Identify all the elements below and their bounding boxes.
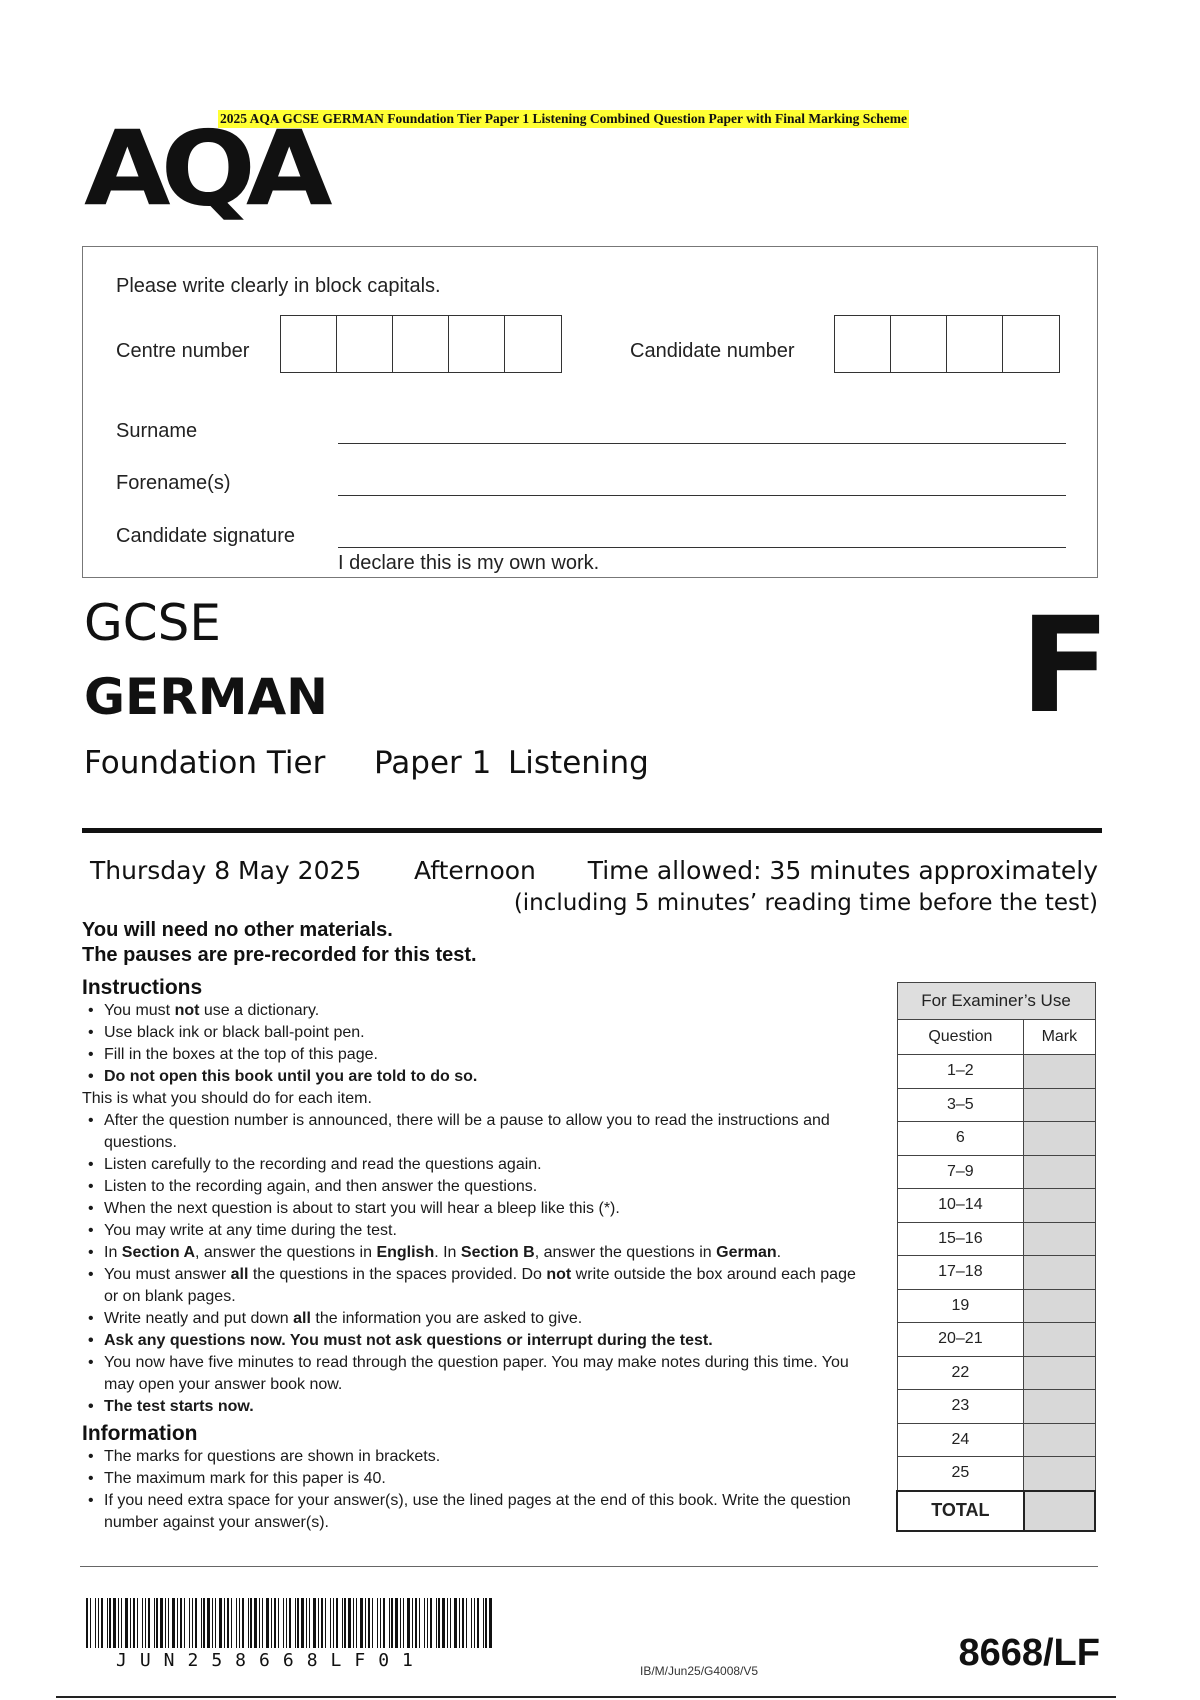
title-divider — [82, 828, 1102, 833]
exam-date: Thursday 8 May 2025 — [90, 856, 362, 885]
barcode-bar — [365, 1598, 366, 1648]
aqa-logo: AQA — [84, 109, 323, 230]
declaration-text: I declare this is my own work. — [338, 552, 600, 574]
barcode-bar — [360, 1598, 363, 1648]
barcode-bar — [109, 1598, 111, 1648]
barcode-bar — [262, 1598, 263, 1648]
examiner-table-title: For Examiner’s Use — [897, 983, 1095, 1020]
barcode-bar — [278, 1598, 279, 1648]
barcode-bar — [330, 1598, 331, 1648]
barcode-bar — [353, 1598, 354, 1648]
instructions-heading: Instructions — [82, 976, 203, 999]
barcode-bar — [438, 1598, 440, 1648]
barcode-bar — [212, 1598, 213, 1648]
barcode-bar — [142, 1598, 143, 1648]
list-item: • The marks for questions are shown in brackets. — [82, 1446, 872, 1468]
barcode-bar — [483, 1598, 484, 1648]
barcode-bar — [239, 1598, 240, 1648]
table-row — [897, 1289, 1095, 1323]
barcode-bar — [419, 1598, 420, 1648]
barcode-bar — [113, 1598, 116, 1648]
list-item: • You must not use a dictionary. — [82, 1000, 872, 1022]
barcode-bar — [248, 1598, 249, 1648]
barcode-bar — [459, 1598, 460, 1648]
barcode-bar — [372, 1598, 373, 1648]
barcode-bar — [203, 1598, 205, 1648]
surname-line[interactable] — [338, 443, 1066, 444]
barcode-bar — [242, 1598, 244, 1648]
question-cell: 6 — [897, 1122, 1024, 1156]
barcode-bar — [318, 1598, 319, 1648]
total-mark-cell[interactable] — [1024, 1491, 1095, 1531]
barcode-bar — [192, 1598, 193, 1648]
materials-note: You will need no other materials. — [82, 919, 393, 941]
document-banner: 2025 AQA GCSE GERMAN Foundation Tier Paper 1 Listening Combined Question Paper with Final Marking Scheme — [220, 111, 907, 126]
qualification-title: GCSE — [84, 594, 221, 652]
barcode-bar — [344, 1598, 346, 1648]
barcode-bar — [148, 1598, 150, 1648]
list-item: • Ask any questions now. You must not ask questions or interrupt during the test. — [82, 1330, 872, 1352]
barcode-bar — [271, 1598, 272, 1648]
list-item: • The test starts now. — [82, 1396, 872, 1418]
page-bottom-rule — [56, 1696, 1116, 1698]
question-cell: 24 — [897, 1423, 1024, 1457]
table-row — [897, 1457, 1095, 1491]
barcode-bar — [180, 1598, 182, 1648]
barcode-bar — [156, 1598, 158, 1648]
barcode-bar — [427, 1598, 428, 1648]
time-allowed: Time allowed: 35 minutes approximately — [587, 856, 1098, 885]
barcode-bar — [489, 1598, 492, 1648]
barcode-bar — [477, 1598, 479, 1648]
barcode-bar — [154, 1598, 155, 1648]
question-cell: 25 — [897, 1457, 1024, 1491]
subject-title: GERMAN — [84, 668, 328, 726]
digit-box[interactable] — [947, 316, 1003, 372]
barcode-bar — [250, 1598, 252, 1648]
barcode-bar — [474, 1598, 475, 1648]
centre-number-boxes[interactable] — [280, 315, 562, 373]
reading-time: (including 5 minutes’ reading time before the test) — [513, 890, 1098, 916]
general-instructions-list — [82, 1000, 872, 1088]
barcode-bar — [145, 1598, 146, 1648]
question-cell: 1–2 — [897, 1055, 1024, 1089]
barcode-bar — [447, 1598, 448, 1648]
table-row — [897, 1088, 1095, 1122]
list-item: • When the next question is about to start you will hear a bleep like this (*). — [82, 1198, 872, 1220]
footer-divider — [80, 1566, 1098, 1567]
digit-box[interactable] — [891, 316, 947, 372]
mark-cell[interactable] — [1024, 1457, 1095, 1491]
table-row — [897, 1423, 1095, 1457]
table-row — [897, 1122, 1095, 1156]
barcode-bar — [184, 1598, 185, 1648]
digit-box[interactable] — [393, 316, 449, 372]
question-column-header: Question — [897, 1020, 1024, 1055]
barcode-bar — [295, 1598, 296, 1648]
list-item: • You may write at any time during the test. — [82, 1220, 872, 1242]
barcode-bar — [389, 1598, 390, 1648]
barcode-bar — [407, 1598, 410, 1648]
barcode-bar — [309, 1598, 310, 1648]
list-item: • After the question number is announced, there will be a pause to allow you to read the instructions and questions. — [82, 1110, 872, 1154]
barcode-bar — [254, 1598, 257, 1648]
question-cell: 3–5 — [897, 1088, 1024, 1122]
barcode-bar — [195, 1598, 197, 1648]
mark-cell[interactable] — [1024, 1256, 1095, 1290]
candidate-number-boxes[interactable] — [834, 315, 1060, 373]
digit-box[interactable] — [281, 316, 337, 372]
mark-cell[interactable] — [1024, 1289, 1095, 1323]
barcode-bar — [336, 1598, 338, 1648]
barcode-bar — [274, 1598, 276, 1648]
barcode-bar — [301, 1598, 304, 1648]
question-cell: 23 — [897, 1390, 1024, 1424]
table-row — [897, 1323, 1095, 1357]
centre-number-label: Centre number — [116, 340, 250, 362]
barcode-bar — [101, 1598, 103, 1648]
total-row — [897, 1491, 1095, 1531]
tier-label: Foundation Tier — [84, 745, 326, 781]
barcode-bar — [450, 1598, 451, 1648]
mark-cell[interactable] — [1024, 1222, 1095, 1256]
question-cell: 7–9 — [897, 1155, 1024, 1189]
barcode-bar — [306, 1598, 307, 1648]
barcode-bar — [412, 1598, 413, 1648]
table-row — [897, 1390, 1095, 1424]
barcode-bar — [391, 1598, 393, 1648]
list-item: • Listen carefully to the recording and read the questions again. — [82, 1154, 872, 1176]
pauses-note: The pauses are pre-recorded for this test. — [82, 944, 477, 966]
question-cell: 19 — [897, 1289, 1024, 1323]
mark-cell[interactable] — [1024, 1356, 1095, 1390]
barcode-bar — [95, 1598, 96, 1648]
list-item: • Fill in the boxes at the top of this page. — [82, 1044, 872, 1066]
table-row — [897, 1222, 1095, 1256]
mark-column-header: Mark — [1024, 1020, 1095, 1055]
barcode-bar — [90, 1598, 91, 1648]
paper-label: Paper 1 — [374, 745, 492, 781]
each-item-intro: This is what you should do for each item. — [82, 1090, 372, 1107]
candidate-number-label: Candidate number — [630, 340, 795, 362]
barcode-bar — [259, 1598, 260, 1648]
barcode-bar — [130, 1598, 131, 1648]
document-reference: IB/M/Jun25/G4008/V5 — [640, 1664, 759, 1678]
barcode-bar — [297, 1598, 299, 1648]
forenames-line[interactable] — [338, 495, 1066, 496]
mark-cell[interactable] — [1024, 1189, 1095, 1223]
mark-cell[interactable] — [1024, 1390, 1095, 1424]
barcode-bar — [415, 1598, 417, 1648]
barcode-bar — [215, 1598, 216, 1648]
barcode-bar — [219, 1598, 222, 1648]
barcode-bar — [289, 1598, 291, 1648]
barcode-bar — [227, 1598, 229, 1648]
forenames-label: Forename(s) — [116, 472, 231, 494]
list-item: • The maximum mark for this paper is 40. — [82, 1468, 872, 1490]
question-cell: 22 — [897, 1356, 1024, 1390]
barcode-bar — [313, 1598, 316, 1648]
table-row — [897, 1055, 1095, 1089]
digit-box[interactable] — [337, 316, 393, 372]
barcode-bar — [442, 1598, 445, 1648]
barcode-bar — [168, 1598, 169, 1648]
barcode-bar — [383, 1598, 385, 1648]
mark-cell[interactable] — [1024, 1055, 1095, 1089]
barcode-bar — [286, 1598, 287, 1648]
barcode-bar — [207, 1598, 210, 1648]
barcode-bar — [395, 1598, 398, 1648]
signature-line[interactable] — [338, 547, 1066, 548]
barcode-bar — [471, 1598, 472, 1648]
component-label: Listening — [508, 745, 649, 781]
list-item: • You now have five minutes to read through the question paper. You may make notes during this time. You may open your answer book now. — [82, 1352, 872, 1396]
barcode-bar — [224, 1598, 225, 1648]
barcode-bar — [454, 1598, 457, 1648]
barcode-bar — [125, 1598, 128, 1648]
barcode-bar — [466, 1598, 467, 1648]
barcode-bar — [107, 1598, 108, 1648]
mark-cell[interactable] — [1024, 1122, 1095, 1156]
list-item: • Write neatly and put down all the information you are asked to give. — [82, 1308, 872, 1330]
barcode-bar — [321, 1598, 323, 1648]
signature-label: Candidate signature — [116, 525, 296, 547]
barcode-bar — [485, 1598, 487, 1648]
table-row — [897, 1189, 1095, 1223]
barcode-bar — [133, 1598, 135, 1648]
barcode-bar — [342, 1598, 343, 1648]
exam-session: Afternoon — [414, 856, 536, 885]
barcode-bar — [436, 1598, 437, 1648]
list-item: • If you need extra space for your answer(s), use the lined pages at the end of this book. Write the question number against your answer(s). — [82, 1490, 872, 1534]
mark-cell[interactable] — [1024, 1323, 1095, 1357]
mark-cell[interactable] — [1024, 1088, 1095, 1122]
block-capitals-instruction: Please write clearly in block capitals. — [116, 275, 441, 297]
barcode-bar — [430, 1598, 432, 1648]
table-row — [897, 1155, 1095, 1189]
examiner-use-table — [896, 982, 1096, 1532]
list-item: • In Section A, answer the questions in English. In Section B, answer the questions in German. — [82, 1242, 872, 1264]
barcode-number: JUN258668LF01 — [116, 1650, 426, 1671]
barcode-bar — [177, 1598, 178, 1648]
question-cell: 15–16 — [897, 1222, 1024, 1256]
barcode-bar — [325, 1598, 326, 1648]
barcode-bar — [380, 1598, 381, 1648]
tier-letter: F — [1020, 589, 1111, 743]
digit-box[interactable] — [835, 316, 891, 372]
barcode-bar — [424, 1598, 425, 1648]
question-cell: 17–18 — [897, 1256, 1024, 1290]
digit-box[interactable] — [505, 316, 561, 372]
item-steps-list — [82, 1110, 872, 1418]
digit-box[interactable] — [1003, 316, 1059, 372]
barcode-bar — [231, 1598, 232, 1648]
barcode-bar — [189, 1598, 190, 1648]
mark-cell[interactable] — [1024, 1155, 1095, 1189]
table-row — [897, 1356, 1095, 1390]
barcode-bar — [400, 1598, 401, 1648]
paper-code: 8668/LF — [958, 1632, 1100, 1674]
digit-box[interactable] — [449, 316, 505, 372]
total-label: TOTAL — [897, 1491, 1024, 1531]
barcode-bar — [283, 1598, 284, 1648]
instructions-section — [82, 976, 872, 1534]
barcode-bar — [356, 1598, 357, 1648]
barcode-bar — [160, 1598, 163, 1648]
barcode-bar — [266, 1598, 269, 1648]
question-cell: 10–14 — [897, 1189, 1024, 1223]
information-list — [82, 1446, 872, 1534]
mark-cell[interactable] — [1024, 1423, 1095, 1457]
barcode-bar — [368, 1598, 370, 1648]
barcode-bar — [165, 1598, 166, 1648]
list-item: • Do not open this book until you are told to do so. — [82, 1066, 872, 1088]
barcode-bar — [236, 1598, 237, 1648]
barcode-bar — [118, 1598, 119, 1648]
barcode-bar — [348, 1598, 351, 1648]
question-cell: 20–21 — [897, 1323, 1024, 1357]
list-item: • Listen to the recording again, and then answer the questions. — [82, 1176, 872, 1198]
barcode-bar — [377, 1598, 378, 1648]
barcode — [86, 1598, 496, 1654]
barcode-bar — [462, 1598, 464, 1648]
barcode-bar — [172, 1598, 175, 1648]
barcode-bar — [403, 1598, 404, 1648]
surname-label: Surname — [116, 420, 198, 442]
list-item: • Use black ink or black ball-point pen. — [82, 1022, 872, 1044]
table-row — [897, 1256, 1095, 1290]
barcode-bar — [86, 1598, 88, 1648]
barcode-bar — [98, 1598, 99, 1648]
barcode-bar — [137, 1598, 138, 1648]
barcode-bar — [121, 1598, 122, 1648]
barcode-bar — [333, 1598, 334, 1648]
information-heading: Information — [82, 1422, 198, 1445]
barcode-bar — [201, 1598, 202, 1648]
list-item: • You must answer all the questions in the spaces provided. Do not write outside the box around each page or on blank pages. — [82, 1264, 872, 1308]
